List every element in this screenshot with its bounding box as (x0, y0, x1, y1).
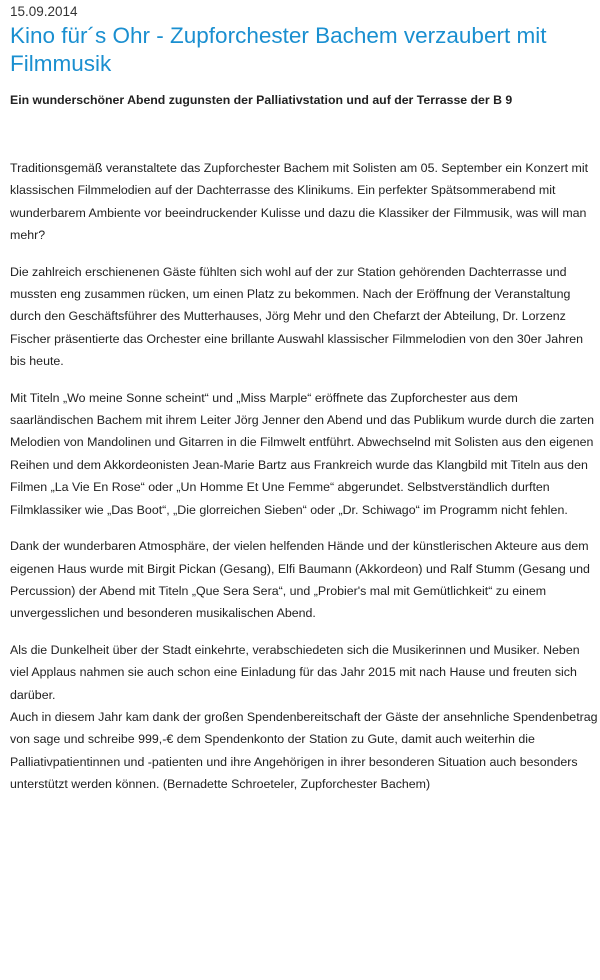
article-paragraph: Als die Dunkelheit über der Stadt einkehrte, verabschiedeten sich die Musikerinnen und Musiker. Neben viel Applaus nahmen sie auch schon eine Einladung für das Jahr 2015 mit nach Hause und freuten sich darüber. (10, 642, 580, 702)
news-article (10, 0, 598, 796)
article-paragraph: Mit Titeln „Wo meine Sonne scheint“ und „Miss Marple“ eröffnete das Zupforchester aus dem saarländischen Bachem mit ihrem Leiter Jörg Jenner den Abend und das Publikum wurde durch die zarten Melodien von Mandolinen und Gitarren in die Filmwelt entführt. Abwechselnd mit Solisten aus den eigenen Reihen und dem Akkordeonisten Jean-Marie Bartz aus Frankreich wurde das Klangbild mit Titeln aus den Filmen „La Vie En Rose“ oder „Un Homme Et Une Femme“ abgerundet. Selbstverständlich durften Filmklassiker wie „Das Boot“, „Die glorreichen Sieben“ oder „Dr. Schiwago“ im Programm nicht fehlen. (10, 390, 595, 517)
article-paragraph: Dank der wunderbaren Atmosphäre, der vielen helfenden Hände und der künstlerischen Akteure aus dem eigenen Haus wurde mit Birgit Pickan (Gesang), Elfi Baumann (Akkordeon) und Ralf Stumm (Gesang und Percussion) der Abend mit Titeln „Que Sera Sera“, und „Probier's mal mit Gemütlichkeit“ zu einem unvergesslichen und besonderen musikalischen Abend. (10, 539, 590, 621)
article-title: Kino für´s Ohr - Zupforchester Bachem verzaubert mit Filmmusik (10, 23, 547, 76)
article-body (10, 157, 598, 796)
article-subtitle: Ein wunderschöner Abend zugunsten der Palliativstation und auf der Terrasse der B 9 (10, 93, 513, 107)
article-date: 15.09.2014 (10, 4, 78, 19)
article-paragraph: Die zahlreich erschienenen Gäste fühlten sich wohl auf der zur Station gehörenden Dachterrasse und mussten eng zusammen rücken, um einen Platz zu bekommen. Nach der Eröffnung der Veranstaltung durch den Geschäftsführer des Mutterhauses, Jörg Mehr und den Chefarzt der Abteilung, Dr. Lorzenz Fischer präsentierte das Orchester eine brillante Auswahl klassischer Filmmelodien von den 30er Jahren bis heute. (10, 264, 583, 369)
article-paragraph: Auch in diesem Jahr kam dank der großen Spendenbereitschaft der Gäste der ansehnliche Spendenbetrag von sage und schreibe 999,-€ dem Spendenkonto der Station zu Gute, damit auch weiterhin die Palliativpatientinnen und -patienten und ihre Angehörigen in ihrer besonderen Situation auch besonders unterstützt werden können. (Bernadette Schroeteler, Zupforchester Bachem) (10, 709, 598, 792)
article-paragraph: Traditionsgemäß veranstaltete das Zupforchester Bachem mit Solisten am 05. September ein Konzert mit klassischen Filmmelodien auf der Dachterrasse des Klinikums. Ein perfekter Spätsommerabend mit wunderbarem Ambiente vor beeindruckender Kulisse und dazu die Klassiker der Filmmusik, was will man mehr? (10, 161, 589, 243)
